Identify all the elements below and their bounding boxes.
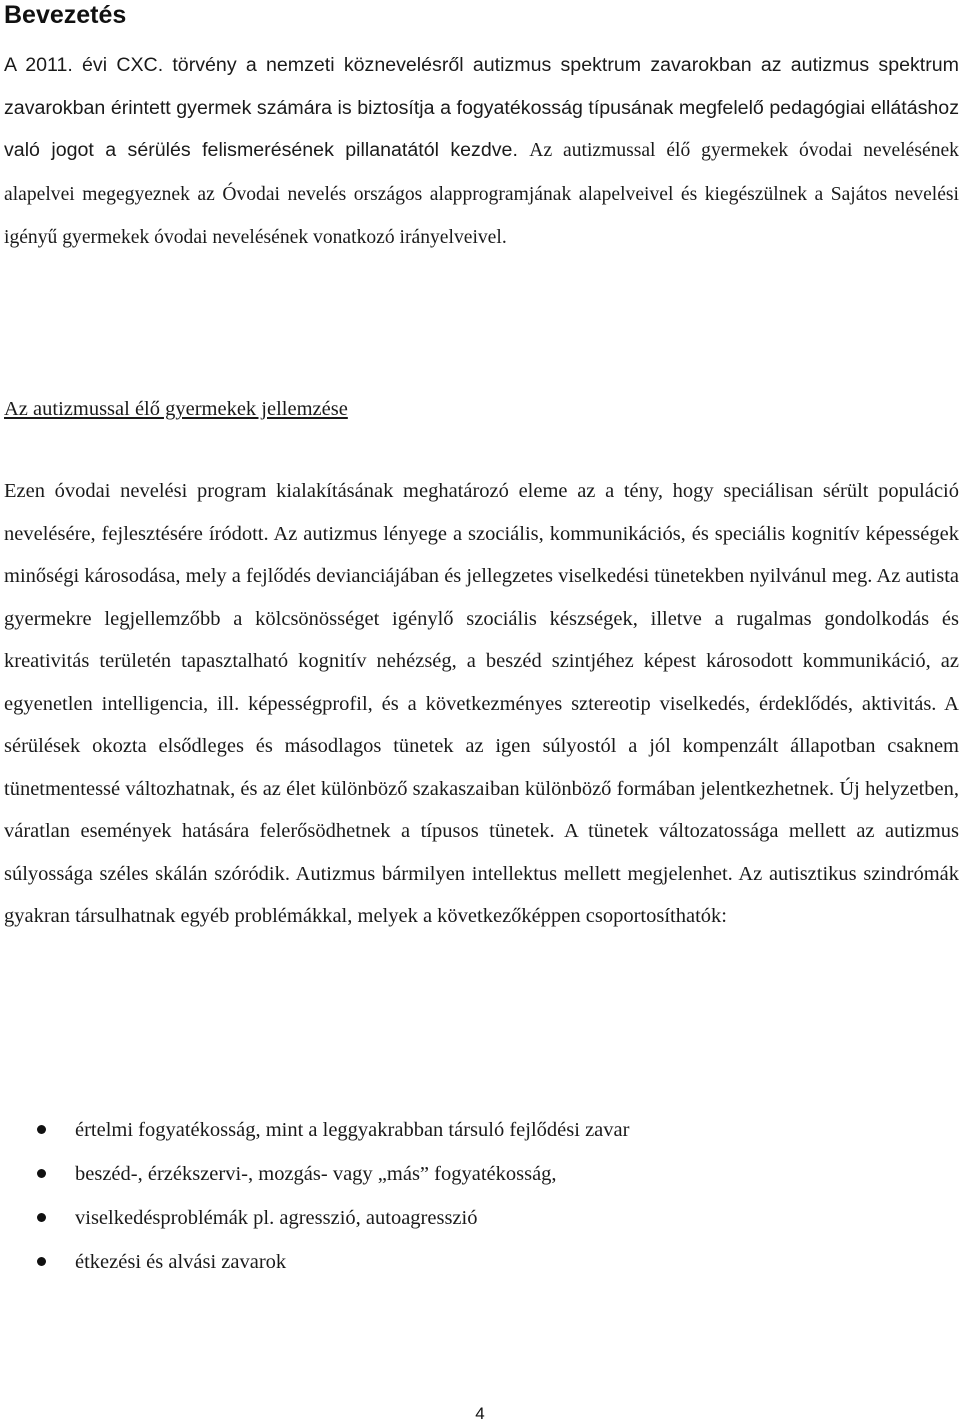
main-paragraph: Ezen óvodai nevelési program kialakításának meghatározó eleme az a tény, hogy speciálisan sérült populáció nevelésére, fejlesztésére íródott. Az autizmus lényege a szociális, kommunikációs, és speciális kognitív képességek minőségi károsodása, mely a fejlődés devianciájában és jellegzetes viselkedési tünetekben nyilvánul meg. Az autista gyermekre legjellemzőbb a kölcsönösséget igénylő szociális készségek, illetve a rugalmas gondolkodás és kreativitás területén tapasztalható kognitív nehézség, a beszéd szintjéhez képest károsodott kommunikáció, az egyenetlen intelligencia, ill. képességprofil, és a következményes sztereotip viselkedés, érdeklődés, aktivitás. A sérülések okozta elsődleges és másodlagos tünetek az igen súlyostól a jól kompenzált állapotban csaknem tünetmentessé változhatnak, és az élet különböző szakaszaiban különböző formában jelentkezhetnek. Új helyzetben, váratlan események hatására felerősödhetnek a típusos tünetek. A tünetek változatossága mellett az autizmus súlyossága széles skálán szóródik. Autizmus bármilyen intellektus mellett megjelenhet. Az autisztikus szindrómák gyakran társulhatnak egyéb problémákkal, melyek a következőképpen csoportosíthatók: xyxy=(4,480,959,927)
list-item-text: értelmi fogyatékosság, mint a leggyakrabban társuló fejlődési zavar xyxy=(75,1119,630,1141)
comorbidity-list xyxy=(0,1108,629,1284)
bullet-dot-icon xyxy=(37,1257,46,1266)
page-number: 4 xyxy=(475,1404,485,1423)
bullet-dot-icon xyxy=(37,1125,46,1134)
intro-principles-sentence: Az autizmussal élő gyermekek óvodai nevelésének alapelvei megegyeznek az Óvodai nevelés országos alapprogramjának alapelveivel és kiegészülnek a Sajátos nevelési igényű gyermekek óvodai nevelésének vonatkozó irányelveivel. xyxy=(4,140,959,248)
list-item xyxy=(0,1240,629,1284)
list-item xyxy=(0,1196,629,1240)
section-title: Az autizmussal élő gyermekek jellemzése xyxy=(4,398,348,420)
list-item-text: viselkedésproblémák pl. agresszió, autoagresszió xyxy=(75,1207,478,1229)
list-item xyxy=(0,1108,629,1152)
page-heading: Bevezetés xyxy=(4,1,127,29)
bullet-dot-icon xyxy=(37,1169,46,1178)
bullet-dot-icon xyxy=(37,1213,46,1222)
intro-law-sentence: A 2011. évi CXC. törvény a nemzeti köznevelésről autizmus spektrum zavarokban az autizmus spektrum zavarokban érintett gyermek számára is biztosítja a fogyatékosság típusának megfelelő pedagógiai ellátáshoz való jogot a sérülés felismerésének pillanatától kezdve. xyxy=(4,54,959,161)
intro-paragraph xyxy=(4,44,959,260)
list-item-text: étkezési és alvási zavarok xyxy=(75,1251,287,1273)
list-item xyxy=(0,1152,629,1196)
list-item-text: beszéd-, érzékszervi-, mozgás- vagy „más” fogyatékosság, xyxy=(75,1163,557,1185)
